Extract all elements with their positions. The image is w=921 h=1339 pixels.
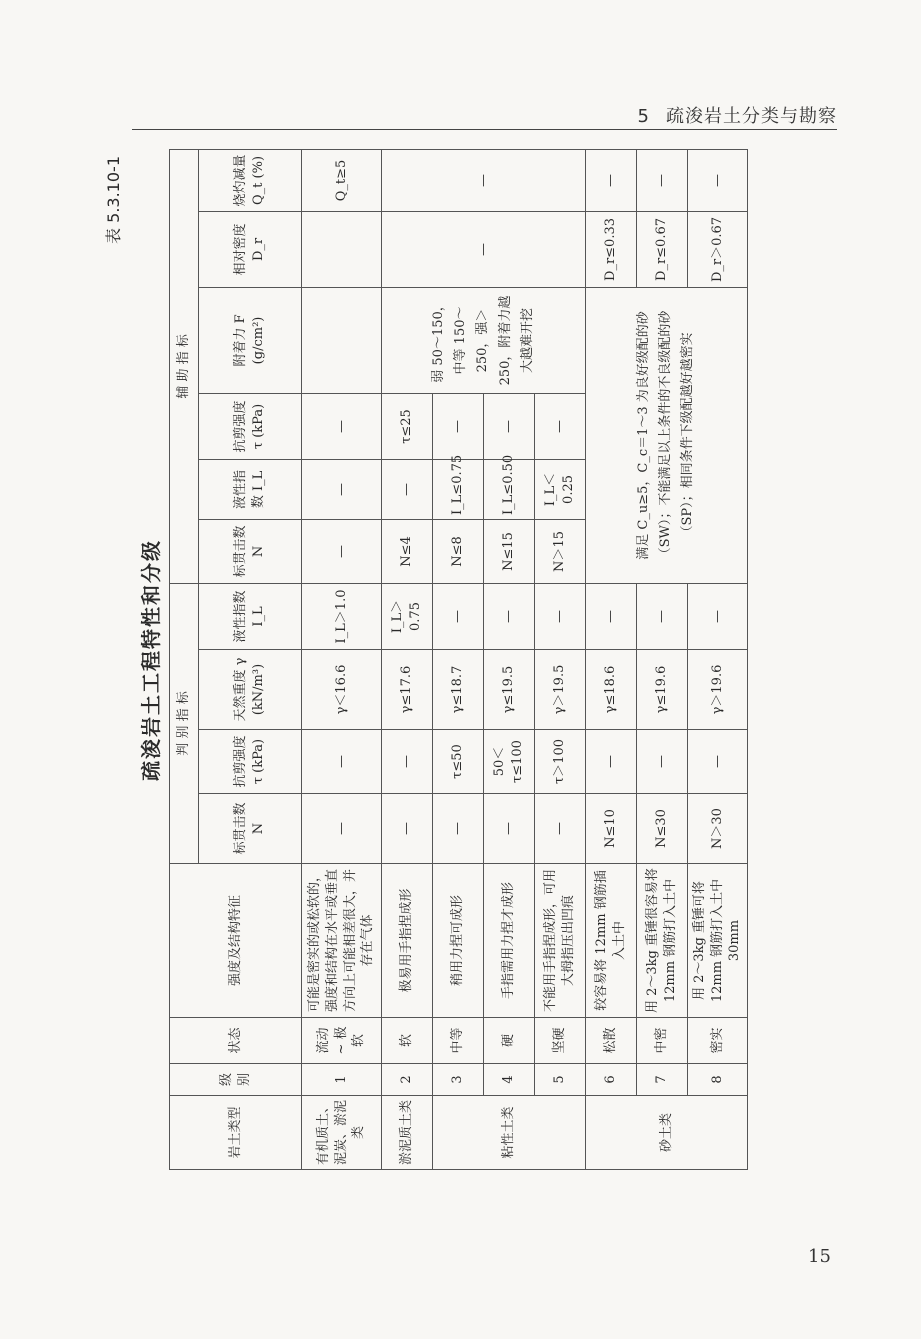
cell-aux-dr: D_r≤0.33: [586, 211, 637, 287]
header-soil-type: 岩土类型: [170, 1096, 302, 1170]
cell-grade: 4: [484, 1064, 535, 1096]
header-rule: [132, 129, 837, 130]
landscape-table: [104, 150, 835, 1170]
cell-adhesion-span: 弱 50～150，中等 150～250，强＞250，附着力越大越难开挖: [382, 287, 586, 393]
cell-judge-tau: τ≤50: [433, 730, 484, 794]
cell-judge-gamma: γ≤19.6: [637, 650, 688, 730]
group-label: 有机质土、泥炭、淤泥类: [302, 1096, 382, 1170]
cell-judge-il: —: [433, 583, 484, 649]
header-judge-tau: 抗剪强度 τ (kPa): [199, 730, 302, 794]
group-label: 砂土类: [586, 1096, 748, 1170]
header-aux-f: 附着力 F (g/cm²): [199, 287, 302, 393]
cell-judge-n: N＞30: [688, 794, 748, 864]
header-aux-dr: 相对密度 D_r: [199, 211, 302, 287]
cell-feature: 较容易将 12mm 钢筋插入土中: [586, 864, 637, 1018]
cell-judge-n: N≤10: [586, 794, 637, 864]
cell-aux-tau: —: [535, 393, 586, 459]
chapter-number: 5: [637, 106, 650, 127]
table-row: [302, 149, 382, 1169]
cell-judge-tau: 50＜τ≤100: [484, 730, 535, 794]
cell-aux-tau: —: [484, 393, 535, 459]
cell-feature: 用 2～3kg 重锤可将 12mm 钢筋打入土中 30mm: [688, 864, 748, 1018]
cell-dr-span: —: [382, 211, 586, 287]
cell-judge-tau: —: [382, 730, 433, 794]
table-row: [586, 149, 637, 1169]
cell-feature: 不能用手指捏成形，可用大拇指压出凹痕: [535, 864, 586, 1018]
cell-grade: 7: [637, 1064, 688, 1096]
cell-judge-gamma: γ＞19.6: [688, 650, 748, 730]
table-title: 疏浚岩土工程特性和分级: [139, 539, 163, 781]
header-aux-group: 辅 助 指 标: [170, 149, 199, 583]
cell-aux-il: I_L＜0.25: [535, 459, 586, 519]
cell-judge-tau: —: [637, 730, 688, 794]
cell-aux-f: [302, 287, 382, 393]
cell-judge-il: I_L＞0.75: [382, 583, 433, 649]
cell-aux-qt: —: [586, 149, 637, 211]
cell-aux-il: I_L≤0.75: [433, 459, 484, 519]
cell-feature: 稍用力捏可成形: [433, 864, 484, 1018]
cell-grade: 5: [535, 1064, 586, 1096]
cell-state: 软: [382, 1018, 433, 1064]
cell-judge-tau: —: [586, 730, 637, 794]
header-judge-group: 判 别 指 标: [170, 583, 199, 863]
header-aux-tau: 抗剪强度 τ (kPa): [199, 393, 302, 459]
table-number: 表 5.3.10-1: [104, 156, 123, 244]
cell-aux-n: N≤15: [484, 519, 535, 583]
cell-judge-n: —: [484, 794, 535, 864]
chapter-title: 疏浚岩土分类与勘察: [666, 106, 837, 127]
cell-judge-il: —: [637, 583, 688, 649]
cell-feature: 用 2～3kg 重锤很容易将 12mm 钢筋打入土中: [637, 864, 688, 1018]
cell-state: 坚硬: [535, 1018, 586, 1064]
cell-state: 中等: [433, 1018, 484, 1064]
page-number: 15: [808, 1246, 831, 1267]
cell-judge-tau: τ＞100: [535, 730, 586, 794]
cell-state: 中密: [637, 1018, 688, 1064]
cell-feature: 可能是密实的或松软的，强度和结构在水平或垂直方向上可能相差很大，并存在气体: [302, 864, 382, 1018]
header-aux-il: 液性指数 I_L: [199, 459, 302, 519]
cell-judge-il: —: [484, 583, 535, 649]
table-row: [382, 149, 433, 1169]
cell-feature: 手指需用力捏才成形: [484, 864, 535, 1018]
cell-judge-n: N≤30: [637, 794, 688, 864]
header-judge-gamma: 天然重度 γ (kN/m³): [199, 650, 302, 730]
cell-judge-tau: —: [688, 730, 748, 794]
cell-sand-aux: 满足 C_u≥5，C_c＝1～3 为良好级配的砂（SW）；不能满足以上条件的不良级配的砂（SP）；相同条件下级配越好越密实: [586, 287, 748, 583]
cell-aux-dr: D_r＞0.67: [688, 211, 748, 287]
cell-feature: 极易用手指捏成形: [382, 864, 433, 1018]
cell-aux-dr: D_r≤0.67: [637, 211, 688, 287]
cell-state: 松散: [586, 1018, 637, 1064]
cell-judge-il: —: [586, 583, 637, 649]
cell-aux-n: N＞15: [535, 519, 586, 583]
header-aux-qt: 烧灼减量 Q_t (%): [199, 149, 302, 211]
cell-judge-gamma: γ≤18.7: [433, 650, 484, 730]
cell-judge-n: —: [535, 794, 586, 864]
cell-aux-qt: —: [637, 149, 688, 211]
cell-judge-gamma: γ≤18.6: [586, 650, 637, 730]
header-state: 状态: [170, 1018, 302, 1064]
cell-judge-n: —: [302, 794, 382, 864]
cell-aux-tau: τ≤25: [382, 393, 433, 459]
header-aux-n: 标贯击数 N: [199, 519, 302, 583]
cell-grade: 8: [688, 1064, 748, 1096]
header-judge-il: 液性指数 I_L: [199, 583, 302, 649]
cell-qt-span: —: [382, 149, 586, 211]
group-label: 粘性土类: [433, 1096, 586, 1170]
cell-aux-tau: —: [302, 393, 382, 459]
cell-grade: 1: [302, 1064, 382, 1096]
cell-state: 流动 ~ 极软: [302, 1018, 382, 1064]
classification-table: [169, 149, 748, 1170]
cell-judge-gamma: γ≤19.5: [484, 650, 535, 730]
running-head: [638, 102, 837, 128]
cell-aux-il: —: [382, 459, 433, 519]
cell-grade: 2: [382, 1064, 433, 1096]
group-label: 淤泥质土类: [382, 1096, 433, 1170]
cell-judge-gamma: γ＜16.6: [302, 650, 382, 730]
cell-aux-dr: [302, 211, 382, 287]
cell-aux-il: —: [302, 459, 382, 519]
cell-judge-n: —: [382, 794, 433, 864]
cell-judge-tau: —: [302, 730, 382, 794]
rotated-table-area: [104, 150, 835, 1170]
cell-state: 硬: [484, 1018, 535, 1064]
cell-grade: 3: [433, 1064, 484, 1096]
cell-judge-il: —: [535, 583, 586, 649]
cell-grade: 6: [586, 1064, 637, 1096]
cell-judge-gamma: γ＞19.5: [535, 650, 586, 730]
cell-state: 密实: [688, 1018, 748, 1064]
cell-aux-qt: —: [688, 149, 748, 211]
cell-judge-il: I_L＞1.0: [302, 583, 382, 649]
cell-judge-n: —: [433, 794, 484, 864]
header-judge-n: 标贯击数 N: [199, 794, 302, 864]
cell-judge-gamma: γ≤17.6: [382, 650, 433, 730]
cell-aux-n: N≤8: [433, 519, 484, 583]
cell-judge-il: —: [688, 583, 748, 649]
header-feature: 强度及结构特征: [170, 864, 302, 1018]
header-grade: 级别: [170, 1064, 302, 1096]
cell-aux-qt: Q_t≥5: [302, 149, 382, 211]
cell-aux-n: N≤4: [382, 519, 433, 583]
cell-aux-il: I_L≤0.50: [484, 459, 535, 519]
cell-aux-n: —: [302, 519, 382, 583]
cell-aux-tau: —: [433, 393, 484, 459]
